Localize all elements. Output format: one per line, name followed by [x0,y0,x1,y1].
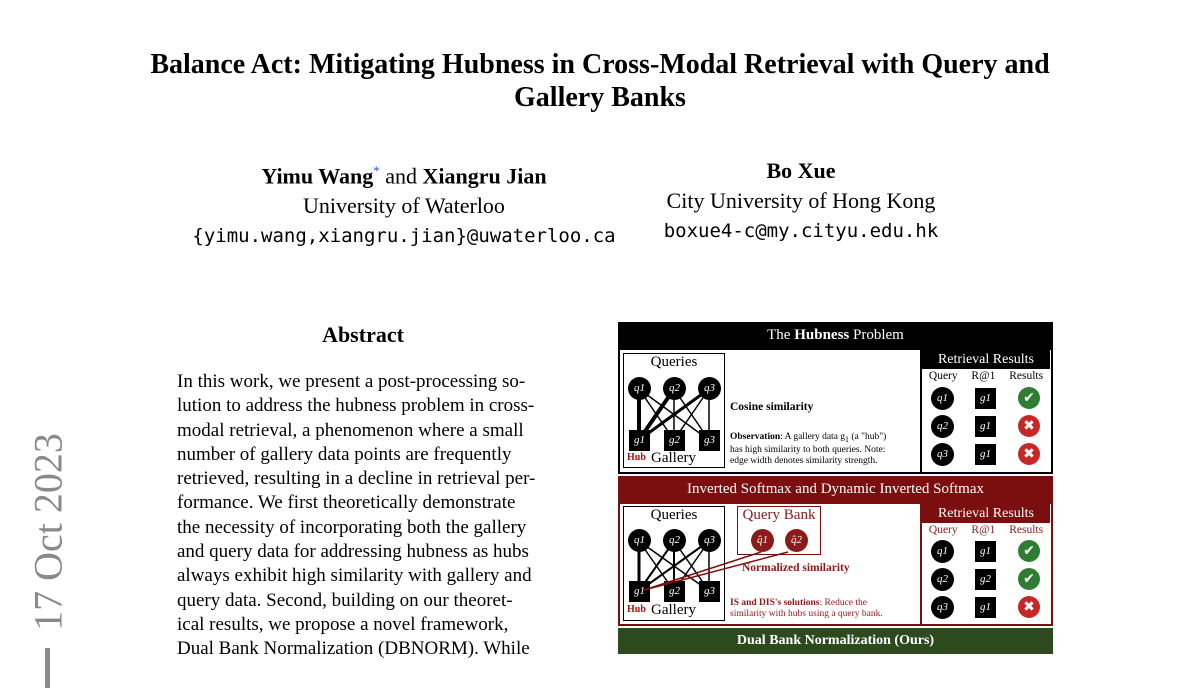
query-node: q2 [931,568,954,591]
abstract-line: number of gallery data points are frequently [177,443,512,465]
author-names [160,156,648,191]
query-node: q2 [663,529,686,552]
panel2-body [618,502,1053,626]
affiliation: City University of Hong Kong [666,188,936,213]
query-node: q1 [931,540,954,563]
query-node: q1 [931,387,954,410]
rr-columns: Query R@1 Results [928,370,1044,382]
abstract-line: always exhibit high similarity with gallery and [177,565,532,587]
gallery-node: g3 [699,581,720,602]
gallery-node: g2 [664,581,685,602]
title-line-1: Balance Act: Mitigating Hubness in Cross-Modal Retrieval with Query and [150,49,1050,80]
stamp-bar [45,648,50,688]
gallery-node: g1 [975,416,996,437]
abstract-line: In this work, we present a post-processing so- [177,371,526,392]
arxiv-date: 17 Oct 2023 [25,433,71,631]
abstract-line: lution to address the hubness problem in cross- [177,395,535,417]
hub-label: Hub [627,452,646,463]
title-line-2: Gallery Banks [514,82,686,113]
paper-title [100,48,1100,114]
abstract-line: query data. Second, building on our theoret- [177,589,513,611]
author-name-3: Bo Xue [766,158,836,183]
query-node: q3 [698,529,721,552]
cross-icon: ✖ [1018,415,1040,437]
queries-gallery-box [623,353,725,468]
retrieval-results-1 [922,350,1050,462]
panel1-body [618,348,1053,474]
email: boxue4-c@my.cityu.edu.hk [663,220,939,242]
query-bank-node: q̂1 [751,529,774,552]
queries-label: Queries [650,354,698,370]
gallery-node: g1 [975,541,996,562]
divider [920,350,922,472]
hub-label: Hub [627,604,646,615]
header-text: The [767,327,795,343]
observation-text: Observation: A gallery data $g_1$ (a "hub") has high similarity to both queries. Note: edge width denotes similarity strength. [730,432,887,466]
query-node: q3 [931,443,954,466]
query-node: q2 [663,377,686,400]
gallery-node: g1 [975,388,996,409]
gallery-label: Gallery [651,602,696,618]
query-node: q3 [931,596,954,619]
check-icon: ✔ [1018,540,1040,562]
abstract-line: the necessity of incorporating both the gallery [177,516,527,538]
cross-icon: ✖ [1018,443,1040,465]
rr-row [922,415,1050,441]
abstract-line: retrieved, resulting in a decline in retrieval per- [177,468,536,490]
divider [920,504,922,624]
cross-icon: ✖ [1018,596,1040,618]
gallery-node: g2 [975,569,996,590]
rr-columns: Query R@1 Results [928,524,1044,536]
gallery-node: g2 [664,430,685,451]
gallery-label: Gallery [651,450,696,466]
rr-row [922,540,1050,566]
solution-text: IS and DIS's solutions: Reduce the similarity with hubs using a query bank. [730,598,883,619]
query-bank-label: Query Bank [742,507,816,523]
abstract-heading: Abstract [322,322,404,347]
query-node: q1 [628,377,651,400]
rr-row [922,387,1050,413]
abstract-line: modal retrieval, a phenomenon where a small [177,419,524,441]
query-node: q1 [628,529,651,552]
rr-title: Retrieval Results [922,350,1050,369]
hubness-figure [618,322,1053,652]
footnote-marker[interactable]: * [373,163,380,178]
gallery-node: g1 [629,581,650,602]
abstract-body [177,370,549,662]
normalized-similarity-label: Normalized similarity [742,562,850,574]
abstract-line: Dual Bank Normalization (DBNORM). While [177,638,530,660]
gallery-node: g1 [629,430,650,451]
author-name-2: Xiangru Jian [422,163,547,189]
rr-row [922,443,1050,469]
author-block-waterloo [160,156,648,251]
affiliation: University of Waterloo [303,193,505,219]
cosine-similarity-label: Cosine similarity [730,401,814,413]
gallery-node: g1 [975,444,996,465]
author-block-cityu [640,156,962,246]
check-icon: ✔ [1018,568,1040,590]
rr-row [922,568,1050,594]
query-bank-node: q̂2 [785,529,808,552]
abstract-line: and query data for addressing hubness as hubs [177,541,529,563]
header-text: Problem [849,327,904,343]
abstract-line: formance. We first theoretically demonstrate [177,492,516,514]
gallery-node: g1 [975,597,996,618]
arxiv-side-stamp [18,420,78,680]
retrieval-results-2 [922,504,1050,615]
rr-title: Retrieval Results [922,504,1050,523]
abstract-line: ical results, we propose a novel framework, [177,613,509,635]
panel1-header [618,322,1053,348]
query-node: q2 [931,415,954,438]
panel2-header: Inverted Softmax and Dynamic Inverted Softmax [618,476,1053,502]
gallery-node: g3 [699,430,720,451]
query-node: q3 [698,377,721,400]
email: {yimu.wang,xiangru.jian}@uwaterloo.ca [192,225,616,248]
author-name-1: Yimu Wang [261,163,374,189]
panel3-header: Dual Bank Normalization (Ours) [618,628,1053,654]
and-word: and [385,163,418,189]
check-icon: ✔ [1018,387,1040,409]
queries-label: Queries [650,507,698,523]
rr-row [922,596,1050,622]
header-bold: Hubness [794,327,850,343]
